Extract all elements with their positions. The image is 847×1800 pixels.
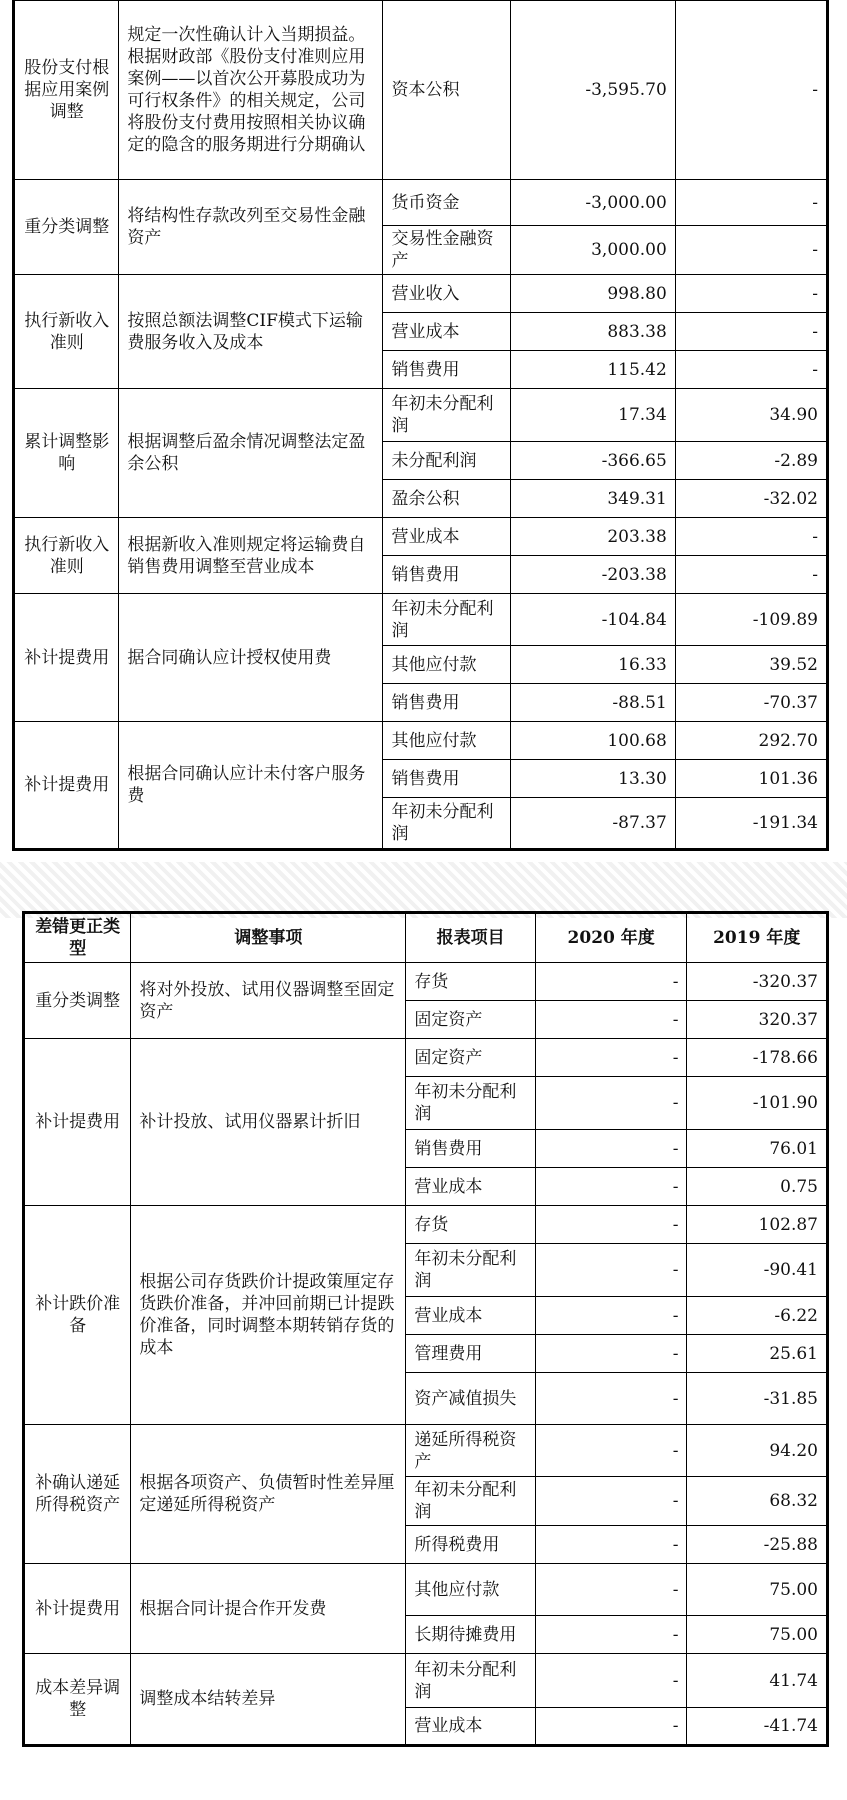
- header-item: 报表项目: [406, 913, 535, 963]
- adjustment-description: 根据新收入准则规定将运输费自销售费用调整至营业成本: [119, 518, 383, 594]
- error-correction-table: [22, 911, 829, 1747]
- table-row: [14, 594, 828, 646]
- report-item: 递延所得税资产: [406, 1425, 535, 1477]
- value-2019: -90.41: [687, 1244, 828, 1297]
- correction-type: 补计跌价准备: [24, 1206, 131, 1425]
- adjustment-description: 按照总额法调整CIF模式下运输费服务收入及成本: [119, 275, 383, 389]
- value-2020: 13.30: [510, 760, 675, 798]
- report-item: 固定资产: [406, 1039, 535, 1077]
- table-row: [24, 1654, 828, 1708]
- value-2020: -: [535, 1526, 687, 1564]
- value-2019: -31.85: [687, 1373, 828, 1425]
- value-2020: -: [535, 1477, 687, 1526]
- value-2019: -101.90: [687, 1077, 828, 1130]
- value-2019: 94.20: [687, 1425, 828, 1477]
- correction-type: 补计提费用: [24, 1039, 131, 1206]
- value-2020: -: [535, 1039, 687, 1077]
- value-2020: -3,595.70: [510, 0, 675, 180]
- value-2020: -203.38: [510, 556, 675, 594]
- report-item: 营业成本: [383, 313, 510, 351]
- report-item: 销售费用: [383, 760, 510, 798]
- report-item: 长期待摊费用: [406, 1616, 535, 1654]
- value-2020: -3,000.00: [510, 180, 675, 226]
- adjustment-description: 调整成本结转差异: [131, 1654, 406, 1746]
- report-item: 其他应付款: [383, 646, 510, 684]
- value-2020: -: [535, 1564, 687, 1616]
- value-2019: 101.36: [675, 760, 827, 798]
- value-2020: -: [535, 1077, 687, 1130]
- value-2020: 883.38: [510, 313, 675, 351]
- value-2019: -70.37: [675, 684, 827, 722]
- adjustment-description: 将对外投放、试用仪器调整至固定资产: [131, 963, 406, 1039]
- value-2020: 100.68: [510, 722, 675, 760]
- table-row: [14, 722, 828, 760]
- value-2019: 292.70: [675, 722, 827, 760]
- value-2019: -: [675, 351, 827, 389]
- value-2020: -87.37: [510, 798, 675, 850]
- value-2019: 39.52: [675, 646, 827, 684]
- table-header-row: [24, 913, 828, 963]
- report-item: 固定资产: [406, 1001, 535, 1039]
- report-item: 资本公积: [383, 0, 510, 180]
- report-item: 货币资金: [383, 180, 510, 226]
- adjustment-description: 根据调整后盈余情况调整法定盈余公积: [119, 389, 383, 518]
- report-item: 年初未分配利润: [383, 389, 510, 442]
- value-2019: 75.00: [687, 1616, 828, 1654]
- report-item: 营业成本: [406, 1168, 535, 1206]
- page-separator: [0, 862, 847, 918]
- value-2020: -: [535, 1244, 687, 1297]
- value-2019: -41.74: [687, 1708, 828, 1746]
- value-2020: 349.31: [510, 480, 675, 518]
- report-item: 存货: [406, 963, 535, 1001]
- table-row: [14, 518, 828, 556]
- value-2020: 115.42: [510, 351, 675, 389]
- adjustment-description: 根据各项资产、负债暂时性差异厘定递延所得税资产: [131, 1425, 406, 1564]
- report-item: 营业成本: [406, 1297, 535, 1335]
- value-2019: -109.89: [675, 594, 827, 646]
- correction-type: 累计调整影响: [14, 389, 119, 518]
- value-2019: 76.01: [687, 1130, 828, 1168]
- table-row: [24, 1206, 828, 1244]
- value-2019: -191.34: [675, 798, 827, 850]
- value-2020: -: [535, 1130, 687, 1168]
- value-2019: 41.74: [687, 1654, 828, 1708]
- correction-type: 执行新收入准则: [14, 518, 119, 594]
- adjustment-description: 根据合同确认应计未付客户服务费: [119, 722, 383, 850]
- value-2020: -: [535, 1206, 687, 1244]
- report-item: 其他应付款: [383, 722, 510, 760]
- value-2020: -: [535, 1373, 687, 1425]
- value-2019: 34.90: [675, 389, 827, 442]
- correction-type: 补计提费用: [24, 1564, 131, 1654]
- correction-type: 补计提费用: [14, 722, 119, 850]
- table-row: [24, 963, 828, 1001]
- value-2019: -: [675, 518, 827, 556]
- correction-type: 重分类调整: [14, 180, 119, 275]
- report-item: 销售费用: [383, 684, 510, 722]
- correction-type: 重分类调整: [24, 963, 131, 1039]
- value-2020: -: [535, 1001, 687, 1039]
- report-item: 其他应付款: [406, 1564, 535, 1616]
- correction-type: 股份支付根据应用案例调整: [14, 0, 119, 180]
- value-2020: -88.51: [510, 684, 675, 722]
- value-2020: -: [535, 1297, 687, 1335]
- correction-type: 补确认递延所得税资产: [24, 1425, 131, 1564]
- report-item: 销售费用: [383, 351, 510, 389]
- report-item: 年初未分配利润: [406, 1077, 535, 1130]
- report-item: 销售费用: [383, 556, 510, 594]
- value-2019: -: [675, 0, 827, 180]
- value-2019: -25.88: [687, 1526, 828, 1564]
- report-item: 存货: [406, 1206, 535, 1244]
- value-2020: 17.34: [510, 389, 675, 442]
- report-item: 营业成本: [406, 1708, 535, 1746]
- value-2019: -6.22: [687, 1297, 828, 1335]
- report-item: 年初未分配利润: [406, 1654, 535, 1708]
- table-row: [14, 389, 828, 442]
- value-2020: 203.38: [510, 518, 675, 556]
- value-2019: -: [675, 313, 827, 351]
- header-desc: 调整事项: [131, 913, 406, 963]
- value-2020: -: [535, 1168, 687, 1206]
- report-item: 交易性金融资产: [383, 226, 510, 275]
- adjustment-description: 将结构性存款改列至交易性金融资产: [119, 180, 383, 275]
- value-2019: 25.61: [687, 1335, 828, 1373]
- header-2020: 2020 年度: [535, 913, 687, 963]
- table-row: [14, 0, 828, 180]
- adjustment-description: 根据合同计提合作开发费: [131, 1564, 406, 1654]
- report-item: 年初未分配利润: [383, 798, 510, 850]
- table-row: [24, 1039, 828, 1077]
- report-item: 盈余公积: [383, 480, 510, 518]
- table-row: [24, 1425, 828, 1477]
- report-item: 营业收入: [383, 275, 510, 313]
- adjustment-description: 规定一次性确认计入当期损益。根据财政部《股份支付准则应用案例——以首次公开募股成功为可行权条件》的相关规定，公司将股份支付费用按照相关协议确定的隐含的服务期进行分期确认: [119, 0, 383, 180]
- header-type: 差错更正类型: [24, 913, 131, 963]
- value-2020: -: [535, 1335, 687, 1373]
- value-2019: -: [675, 226, 827, 275]
- adjustment-description: 补计投放、试用仪器累计折旧: [131, 1039, 406, 1206]
- report-item: 所得税费用: [406, 1526, 535, 1564]
- value-2019: -: [675, 275, 827, 313]
- value-2020: -: [535, 1708, 687, 1746]
- value-2019: -2.89: [675, 442, 827, 480]
- correction-type: 成本差异调整: [24, 1654, 131, 1746]
- value-2020: -: [535, 1425, 687, 1477]
- value-2020: -366.65: [510, 442, 675, 480]
- report-item: 年初未分配利润: [383, 594, 510, 646]
- correction-type: 补计提费用: [14, 594, 119, 722]
- report-item: 资产减值损失: [406, 1373, 535, 1425]
- report-item: 销售费用: [406, 1130, 535, 1168]
- report-item: 营业成本: [383, 518, 510, 556]
- correction-type: 执行新收入准则: [14, 275, 119, 389]
- value-2020: 998.80: [510, 275, 675, 313]
- value-2019: 75.00: [687, 1564, 828, 1616]
- table-row: [24, 1564, 828, 1616]
- report-item: 年初未分配利润: [406, 1477, 535, 1526]
- header-2019: 2019 年度: [687, 913, 828, 963]
- table-row: [14, 180, 828, 226]
- value-2019: -32.02: [675, 480, 827, 518]
- report-item: 管理费用: [406, 1335, 535, 1373]
- adjustment-description: 根据公司存货跌价计提政策厘定存货跌价准备，并冲回前期已计提跌价准备，同时调整本期转销存货的成本: [131, 1206, 406, 1425]
- value-2020: -: [535, 1654, 687, 1708]
- value-2019: 0.75: [687, 1168, 828, 1206]
- value-2019: -: [675, 556, 827, 594]
- value-2019: 68.32: [687, 1477, 828, 1526]
- adjustment-description: 据合同确认应计授权使用费: [119, 594, 383, 722]
- value-2019: -320.37: [687, 963, 828, 1001]
- value-2019: -: [675, 180, 827, 226]
- value-2019: 102.87: [687, 1206, 828, 1244]
- value-2019: 320.37: [687, 1001, 828, 1039]
- value-2020: -: [535, 963, 687, 1001]
- adjustment-table-continued: [12, 0, 829, 851]
- value-2020: -104.84: [510, 594, 675, 646]
- value-2020: -: [535, 1616, 687, 1654]
- report-item: 年初未分配利润: [406, 1244, 535, 1297]
- report-item: 未分配利润: [383, 442, 510, 480]
- value-2019: -178.66: [687, 1039, 828, 1077]
- value-2020: 3,000.00: [510, 226, 675, 275]
- table-row: [14, 275, 828, 313]
- value-2020: 16.33: [510, 646, 675, 684]
